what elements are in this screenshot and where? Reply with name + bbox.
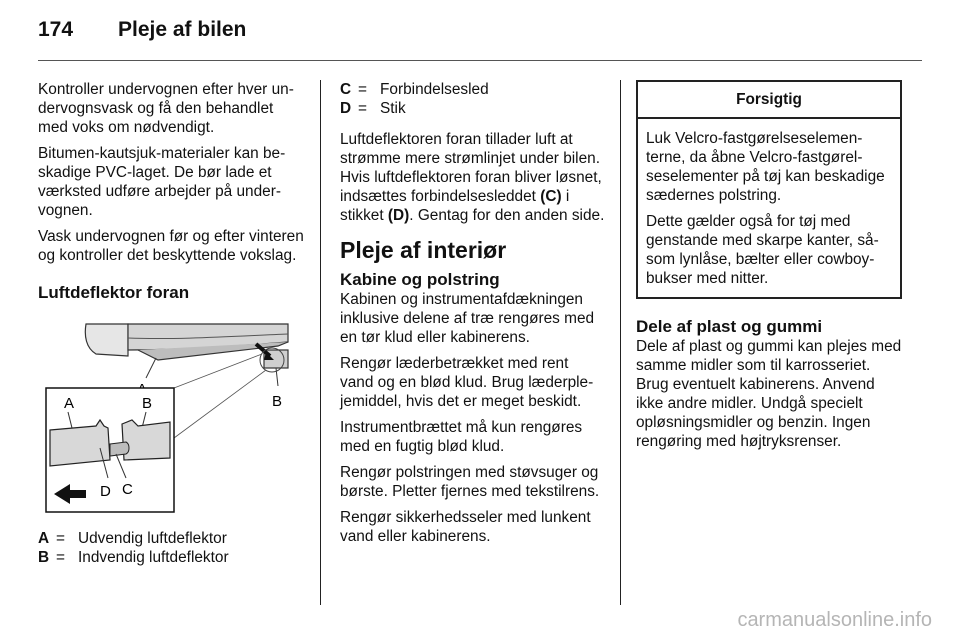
- page-number: 174: [38, 18, 74, 41]
- legend-equals: =: [56, 549, 65, 566]
- section-heading-air-deflector: Luftdeflektor foran: [38, 283, 190, 302]
- subheading-plastic-rubber: Dele af plast og gummi: [636, 317, 823, 336]
- paragraph: Rengør polstringen med støvsuger og børste. Pletter fjernes med tekstilrens.: [340, 464, 600, 500]
- legend-key: B: [38, 549, 50, 566]
- air-deflector-figure: [38, 316, 294, 516]
- paragraph: Kontroller undervognen efter hver undervognsvask og få den behandlet med voks om nødvendigt.: [38, 81, 294, 136]
- subheading-cabin: Kabine og polstring: [340, 270, 500, 289]
- text-run: i stikket: [340, 188, 570, 224]
- legend-key: C: [340, 81, 352, 98]
- header-rule: [38, 60, 922, 61]
- text-bold: (C): [540, 188, 562, 205]
- text-run: Luftdeflektoren foran tillader luft at strømme mere strømlinjet under bilen. Hvis luftdeflektoren foran bliver løsnet, indsættes forbindelsesleddet: [340, 131, 602, 205]
- legend-equals: =: [358, 100, 367, 117]
- figure-label-a: A: [64, 395, 75, 412]
- section-heading-interior: Pleje af interiør: [340, 237, 507, 263]
- paragraph: Rengør læderbetrækket med rent vand og en blød klud. Brug læderplejemiddel, hvis det er meget beskidt.: [340, 355, 594, 410]
- legend-row: [38, 529, 304, 548]
- legend-row: [38, 548, 304, 567]
- legend-text: Stik: [380, 100, 406, 117]
- caution-box: [636, 80, 902, 299]
- paragraph: Vask undervognen før og efter vinteren og kontroller det beskyttende vokslag.: [38, 228, 304, 264]
- paragraph: [340, 130, 606, 225]
- text-bold: (D): [387, 207, 410, 224]
- legend-text: Udvendig luftdeflektor: [78, 530, 227, 547]
- legend-row: [340, 80, 606, 99]
- text-run: . Gentag for den anden side.: [409, 207, 605, 224]
- page-header: [38, 18, 246, 42]
- legend-row: [340, 99, 606, 118]
- column-3: [636, 80, 902, 458]
- watermark: carmanualsonline.info: [737, 609, 932, 631]
- legend-key: A: [38, 530, 50, 547]
- legend-text: Indvendig luftdeflektor: [78, 549, 229, 566]
- column-2: [340, 80, 606, 553]
- figure-label-b-top: B: [272, 393, 283, 410]
- paragraph: Instrumentbrættet må kun rengøres med en fugtig blød klud.: [340, 419, 583, 455]
- figure-label-b: B: [142, 395, 153, 412]
- caution-body: [638, 119, 900, 297]
- paragraph: Kabinen og instrumentafdækningen inklusive delene af træ rengøres med en tør klud eller kabinerens.: [340, 291, 595, 346]
- caution-title: Forsigtig: [638, 82, 900, 119]
- column-divider: [620, 80, 621, 605]
- legend-equals: =: [358, 81, 367, 98]
- paragraph: Dette gælder også for tøj med genstande med skarpe kanter, såsom lynlåse, bælter eller cowboybukser med nitter.: [646, 213, 879, 287]
- figure-label-c: C: [122, 481, 133, 498]
- column-divider: [320, 80, 321, 605]
- figure-label-d: D: [100, 483, 111, 500]
- paragraph: Rengør sikkerhedsseler med lunkent vand eller kabinerens.: [340, 509, 591, 545]
- legend-key: D: [340, 100, 352, 117]
- legend-text: Forbindelsesled: [380, 81, 489, 98]
- legend-equals: =: [56, 530, 65, 547]
- paragraph: Luk Velcro-fastgørelseselementerne, da åbne Velcro-fastgørelseselementer på tøj kan beskadige sædernes polstring.: [646, 130, 885, 204]
- paragraph: Bitumen-kautsjuk-materialer kan beskadige PVC-laget. De bør lade et værksted udføre arbejder på undervognen.: [38, 145, 286, 219]
- column-1: [38, 80, 304, 567]
- paragraph: Dele af plast og gummi kan plejes med samme midler som til karrosseriet. Brug eventuelt kabinerens. Anvend ikke andre midler. Undgå specielt opløsningsmidler og benzin. Ingen rengøring med højtryksrenser.: [636, 338, 902, 450]
- page-title: Pleje af bilen: [118, 18, 247, 41]
